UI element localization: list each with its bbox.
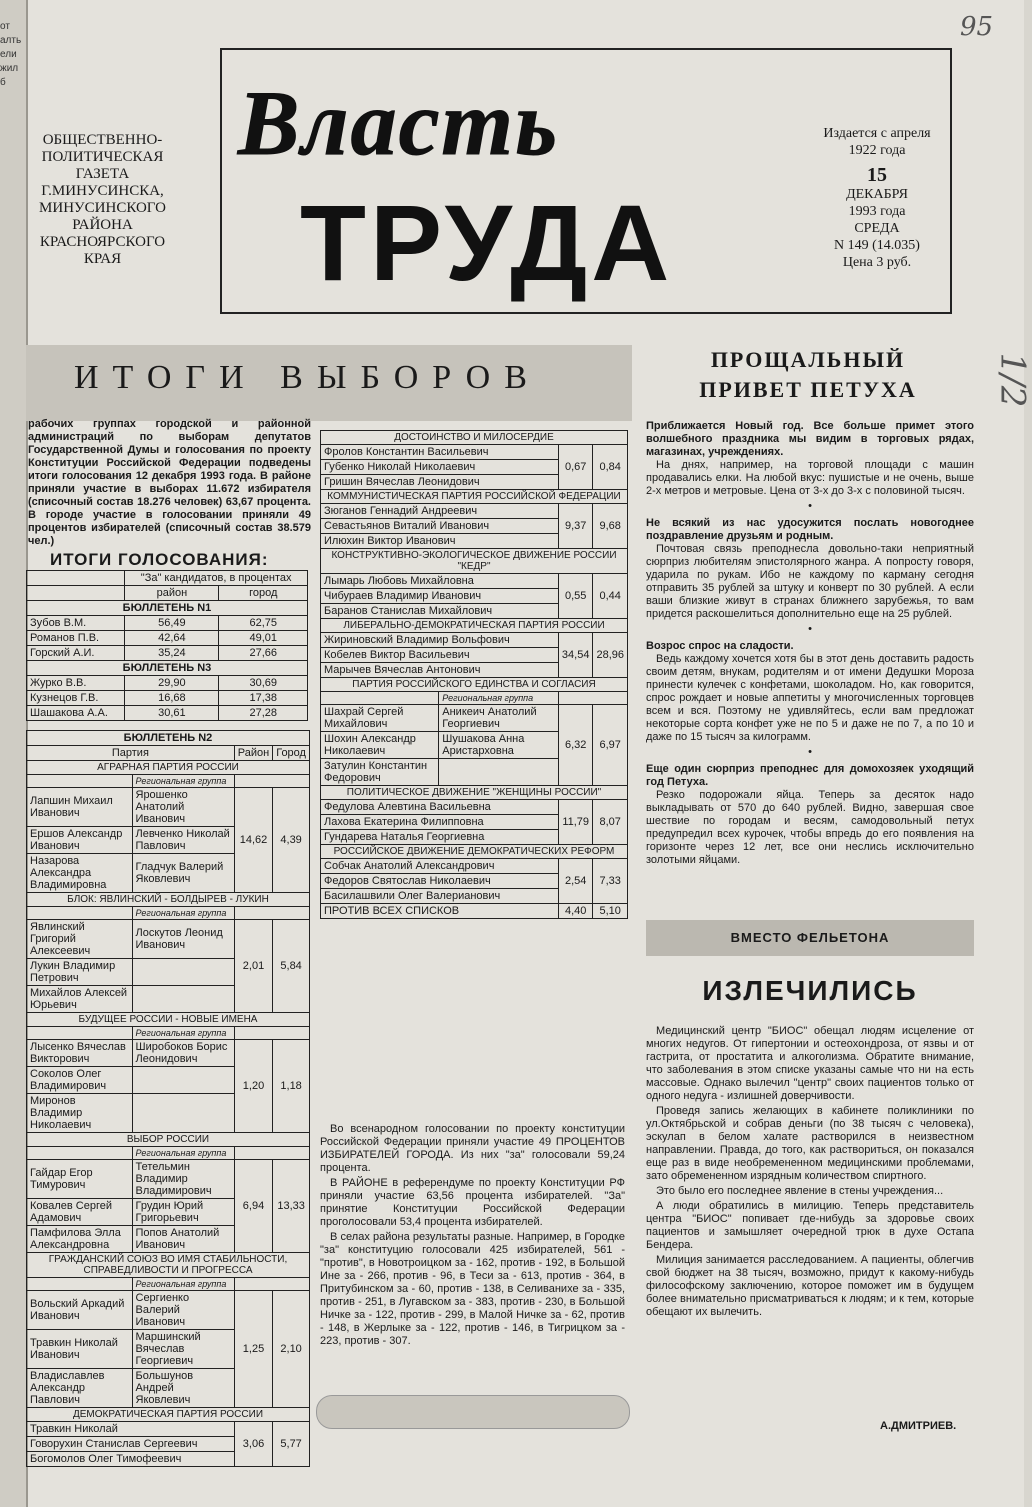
candidate-name: Зюганов Геннадий Андреевич	[321, 504, 559, 519]
cell	[234, 1278, 309, 1291]
separator-dot: •	[808, 746, 812, 758]
cell	[27, 1027, 133, 1040]
results-title: ИТОГИ ГОЛОСОВАНИЯ:	[50, 550, 269, 569]
candidate-name: Федоров Святослав Николаевич	[321, 874, 559, 889]
regional-candidate: Маршинский Вячеслав Георгиевич	[132, 1330, 234, 1369]
table-row	[27, 788, 310, 827]
district-value: 30,61	[125, 706, 219, 721]
candidate-name: Травкин Николай	[27, 1422, 235, 1437]
article-title	[648, 345, 968, 405]
table-row	[27, 920, 310, 959]
candidate-name: Журко В.В.	[27, 676, 125, 691]
against-all-label: ПРОТИВ ВСЕХ СПИСКОВ	[321, 904, 559, 919]
regional-candidate: Левченко Николай Павлович	[132, 827, 234, 854]
table-row	[27, 1253, 310, 1278]
cell	[321, 692, 439, 705]
party-name: ДОСТОИНСТВО И МИЛОСЕРДИЕ	[321, 431, 628, 445]
city-value: 6,97	[593, 705, 628, 786]
candidate-name: Илюхин Виктор Иванович	[321, 534, 559, 549]
district-value: 29,90	[125, 676, 219, 691]
cell	[234, 1027, 309, 1040]
feuilleton-title: ИЗЛЕЧИЛИСЬ	[702, 975, 918, 1006]
table-row	[321, 619, 628, 633]
city-value: 30,69	[219, 676, 308, 691]
cell	[27, 775, 133, 788]
newspaper-title-line2: ТРУДА	[300, 182, 674, 303]
city-value: 2,10	[273, 1291, 310, 1408]
table-row	[27, 1147, 310, 1160]
district-value: 56,49	[125, 616, 219, 631]
district-value: 14,62	[234, 788, 272, 893]
district-value: 3,06	[234, 1422, 272, 1467]
city-value: 4,39	[273, 788, 310, 893]
candidate-name: Назарова Александра Владимировна	[27, 854, 133, 893]
table-row	[321, 549, 628, 574]
ballot-label: БЮЛЛЕТЕНЬ N1	[27, 601, 308, 616]
candidates-table	[26, 570, 308, 721]
paragraph: Во всенародном голосовании по проекту конституции Российской Федерации приняли участие 49 ПРОЦЕНТОВ ИЗБИРАТЕЛЕЙ ГОРОДА. Из них "за" голосовали 59,24 процента.	[320, 1123, 625, 1174]
regional-candidate: Попов Анатолий Иванович	[132, 1226, 234, 1253]
district-value: 2,54	[558, 859, 593, 904]
paragraph: Ведь каждому хочется хотя бы в этот день доставить радость своим детям, внукам, родителям и от имени Дедушки Мороза принести кулечек с конфетами, шоколадом. Но, как говорится, спрос рождает и новые аппетиты у многочисленных торговцев всем и вся. Поэтому не удивляйтесь, если вам предложат некоторые сорта конфет уже не по 5 и даже не по 7, а по 10 и даже по 15 тысяч за килограмм.	[646, 653, 974, 743]
referendum-text	[320, 1123, 625, 1350]
regional-group-label: Региональная группа	[132, 1027, 234, 1040]
party-name: БЛОК: ЯВЛИНСКИЙ - БОЛДЫРЕВ - ЛУКИН	[27, 893, 310, 907]
regional-group-label: Региональная группа	[132, 775, 234, 788]
party-name: БУДУЩЕЕ РОССИИ - НОВЫЕ ИМЕНА	[27, 1013, 310, 1027]
city-value: 62,75	[219, 616, 308, 631]
cell	[234, 775, 309, 788]
paragraph: Это было его последнее явление в стены учреждения...	[656, 1185, 944, 1197]
paragraph: Почтовая связь преподнесла довольно-таки неприятный сюрприз любителям эпистолярного жанра. А попросту говоря, ударила по рукам. Ибо не каждому по карману сегодня отправить 35 рублей за штуку и конверт по 30 рублей. А если ваши близкие живут в странах ближнего зарубежья, то вам придется раскошелиться дополнительно еще на 25 рублей.	[646, 543, 974, 620]
city-value: 5,84	[273, 920, 310, 1013]
author-signature: А.ДМИТРИЕВ.	[880, 1420, 957, 1432]
table-row	[27, 1013, 310, 1027]
regional-candidate: Сергиенко Валерий Иванович	[132, 1291, 234, 1330]
table-row	[27, 706, 308, 721]
paragraph: Резко подорожали яйца. Теперь за десяток надо выкладывать от 570 до 640 рублей. Видно, завершая свое шествие по городам и весям, самодовольный петух предупредил всех курочек, чтобы впредь до его появления на горизонте через 12 лет, все они неслись исключительно золотыми яйцами.	[646, 789, 974, 866]
regional-candidate: Тетельмин Владимир Владимирович	[132, 1160, 234, 1199]
party-name: КОНСТРУКТИВНО-ЭКОЛОГИЧЕСКОЕ ДВИЖЕНИЕ РОССИИ "КЕДР"	[321, 549, 628, 574]
candidate-name: Гундарева Наталья Георгиевна	[321, 830, 559, 845]
party-name: ГРАЖДАНСКИЙ СОЮЗ ВО ИМЯ СТАБИЛЬНОСТИ, СПРАВЕДЛИВОСТИ И ПРОГРЕССА	[27, 1253, 310, 1278]
district-value: 34,54	[558, 633, 593, 678]
candidate-name: Кобелев Виктор Васильевич	[321, 648, 559, 663]
ballot-label: БЮЛЛЕТЕНЬ N2	[27, 731, 310, 746]
table-row	[27, 691, 308, 706]
table-row	[27, 1278, 310, 1291]
regional-candidate	[132, 986, 234, 1013]
table-row	[321, 633, 628, 648]
candidate-name: Лукин Владимир Петрович	[27, 959, 133, 986]
candidate-name: Ершов Александр Иванович	[27, 827, 133, 854]
party-name: АГРАРНАЯ ПАРТИЯ РОССИИ	[27, 761, 310, 775]
table-row	[321, 504, 628, 519]
candidate-name: Федулова Алевтина Васильевна	[321, 800, 559, 815]
regional-group-label: Региональная группа	[132, 1147, 234, 1160]
table-row	[27, 646, 308, 661]
regional-candidate: Грудин Юрий Григорьевич	[132, 1199, 234, 1226]
table-row	[321, 445, 628, 460]
ballot-label: БЮЛЛЕТЕНЬ N3	[27, 661, 308, 676]
candidate-name: Вольский Аркадий Иванович	[27, 1291, 133, 1330]
candidate-name: Ковалев Сергей Адамович	[27, 1199, 133, 1226]
table-row	[27, 1027, 310, 1040]
city-value: 7,33	[593, 859, 628, 904]
col-city: Город	[273, 746, 310, 761]
table-row	[321, 845, 628, 859]
table-row	[27, 761, 310, 775]
col-party: Партия	[27, 746, 235, 761]
regional-candidate: Ярошенко Анатолий Иванович	[132, 788, 234, 827]
party-name: ПАРТИЯ РОССИЙСКОГО ЕДИНСТВА И СОГЛАСИЯ	[321, 678, 628, 692]
district-value: 35,24	[125, 646, 219, 661]
candidate-name: Лахова Екатерина Филипповна	[321, 815, 559, 830]
district-value: 1,20	[234, 1040, 272, 1133]
table-row	[321, 800, 628, 815]
candidate-name: Марычев Вячеслав Антонович	[321, 663, 559, 678]
handwritten-note: 1/2	[992, 352, 1032, 408]
candidate-name: Михайлов Алексей Юрьевич	[27, 986, 133, 1013]
table-row	[27, 775, 310, 788]
table-row	[321, 859, 628, 874]
candidate-name: Соколов Олег Владимирович	[27, 1067, 133, 1094]
lead-paragraph: Возрос спрос на сладости.	[646, 640, 794, 652]
candidate-name: Миронов Владимир Николаевич	[27, 1094, 133, 1133]
district-value: 9,37	[558, 504, 593, 549]
table-row	[321, 574, 628, 589]
district-value: 16,68	[125, 691, 219, 706]
party-table-right	[320, 430, 628, 919]
decorative-oval	[316, 1395, 630, 1429]
candidate-name: Фролов Константин Васильевич	[321, 445, 559, 460]
candidate-name: Губенко Николай Николаевич	[321, 460, 559, 475]
section-header	[26, 345, 632, 421]
city-value: 17,38	[219, 691, 308, 706]
city-value: 1,18	[273, 1040, 310, 1133]
paragraph: Проведя запись желающих в кабинете поликлиники по ул.Октябрьской и собрав деньги (по 38 тысяч с человека), эскулап в белом халате растворился в неизвестном направлении. Правда, до того, как раствориться, он показался еще раз в виде необремененном медицинскими проблемами, зато обремененном изрядным количеством спиртного.	[646, 1105, 974, 1182]
table-row	[27, 893, 310, 907]
section-title: ИТОГИ ВЫБОРОВ	[74, 359, 541, 396]
district-value: 6,32	[558, 705, 593, 786]
party-name: ДЕМОКРАТИЧЕСКАЯ ПАРТИЯ РОССИИ	[27, 1408, 310, 1422]
paragraph: В РАЙОНЕ в референдуме по проекту Конституции РФ приняли участие 63,56 процента избирателей. "За" принятие Конституции Российской Федерации проголосовали 53,4 процента избирателей.	[320, 1177, 625, 1228]
city-value: 8,07	[593, 800, 628, 845]
district-value: 2,01	[234, 920, 272, 1013]
separator-dot: •	[808, 500, 812, 512]
candidate-name: Лысенко Вячеслав Викторович	[27, 1040, 133, 1067]
city-value: 28,96	[593, 633, 628, 678]
since-text: Издается с апреля 1922 года	[823, 126, 931, 158]
intro-text: рабочих группах городской и районной администраций по выборам депутатов Государственной Думы и голосования по проекту Конституции Российской Федерации подведены итоги голосования 12 декабря 1993 года. В районе приняли участие в выборах 11.672 избирателя (списочный состав 18.276 человек) 63,67 процента. В городе участие в голосовании приняли 49 процентов избирателей (списочный состав 38.579 чел.)	[28, 418, 311, 547]
city-value: 9,68	[593, 504, 628, 549]
lead-paragraph: Не всякий из нас удосужится послать новогоднее поздравление друзьям и родным.	[646, 517, 974, 542]
table-row	[321, 490, 628, 504]
table-row	[27, 907, 310, 920]
district-value: 42,64	[125, 631, 219, 646]
table-row	[27, 1133, 310, 1147]
city-value: 27,28	[219, 706, 308, 721]
city-value: 0,84	[593, 445, 628, 490]
party-name: РОССИЙСКОЕ ДВИЖЕНИЕ ДЕМОКРАТИЧЕСКИХ РЕФОРМ	[321, 845, 628, 859]
paragraph: На днях, например, на торговой площади с машин продавались елки. На любой вкус: пушистые и не очень, выше 2-х метров и метровые. Цена от 3-х до 3-х с половиной тысяч.	[646, 459, 974, 497]
regional-candidate: Аникеич Анатолий Георгиевич	[439, 705, 559, 732]
issue-month: ДЕКАБРЯ	[846, 187, 908, 202]
lead-paragraph: Еще один сюрприз преподнес для домохозяек уходящий год Петуха.	[646, 763, 974, 788]
candidate-name: Жириновский Владимир Вольфович	[321, 633, 559, 648]
candidate-name: Зубов В.М.	[27, 616, 125, 631]
candidate-name: Владиславлев Александр Павлович	[27, 1369, 133, 1408]
table-row	[27, 1408, 310, 1422]
party-name: ВЫБОР РОССИИ	[27, 1133, 310, 1147]
district-value: 6,94	[234, 1160, 272, 1253]
candidate-name: Затулин Константин Федорович	[321, 759, 439, 786]
district-value: 1,25	[234, 1291, 272, 1408]
candidate-name: Романов П.В.	[27, 631, 125, 646]
table-row	[27, 1422, 310, 1437]
handwritten-number: 95	[960, 12, 994, 42]
candidate-name: Собчак Анатолий Александрович	[321, 859, 559, 874]
publication-description: ОБЩЕСТВЕННО-ПОЛИТИЧЕСКАЯ ГАЗЕТА Г.МИНУСИНСКА, МИНУСИНСКОГО РАЙОНА КРАСНОЯРСКОГО КРАЯ	[39, 132, 166, 267]
title-line: ПРИВЕТ ПЕТУХА	[699, 377, 917, 402]
district-value: 11,79	[558, 800, 593, 845]
newspaper-title-line1: Власть	[238, 72, 560, 174]
issue-weekday: СРЕДА	[854, 221, 900, 236]
paragraph: Милиция занимается расследованием. А пациенты, облегчив свой бюджет на 38 тысяч, возможно, придут к какому-нибудь философскому заключению, которое поможет им в будущем более внимательно присматриваться к людям; и к тем, которые обещают их вылечить.	[646, 1254, 974, 1318]
feuilleton-body	[646, 1025, 974, 1321]
regional-candidate: Широбоков Борис Леонидович	[132, 1040, 234, 1067]
table-row	[321, 431, 628, 445]
table-row	[321, 678, 628, 692]
regional-group-label: Региональная группа	[132, 1278, 234, 1291]
paragraph: А люди обратились в милицию. Теперь представитель центра "БИОС" попивает где-нибудь за здоровье своих пациентов и замышляет очередной трюк в духе Остапа Бендера.	[646, 1200, 974, 1251]
regional-candidate	[439, 759, 559, 786]
issue-year: 1993 года	[848, 204, 906, 219]
candidate-name: Гайдар Егор Тимурович	[27, 1160, 133, 1199]
candidate-name: Баранов Станислав Михайлович	[321, 604, 559, 619]
party-table-left	[26, 730, 310, 1467]
candidate-name: Памфилова Элла Александровна	[27, 1226, 133, 1253]
candidate-name: Кузнецов Г.В.	[27, 691, 125, 706]
table-row	[27, 616, 308, 631]
candidate-name: Горский А.И.	[27, 646, 125, 661]
col-city: город	[219, 586, 308, 601]
cell	[27, 1278, 133, 1291]
table-row	[27, 1160, 310, 1199]
issue-number: N 149 (14.035)	[834, 238, 920, 253]
issue-info	[822, 125, 932, 271]
col-district: Район	[234, 746, 272, 761]
issue-price: Цена 3 руб.	[842, 255, 912, 270]
candidate-name: Шохин Александр Николаевич	[321, 732, 439, 759]
candidate-name: Травкин Николай Иванович	[27, 1330, 133, 1369]
candidate-name: Явлинский Григорий Алексеевич	[27, 920, 133, 959]
table-row	[27, 676, 308, 691]
party-name: ПОЛИТИЧЕСКОЕ ДВИЖЕНИЕ "ЖЕНЩИНЫ РОССИИ"	[321, 786, 628, 800]
district-value: 0,55	[558, 574, 593, 619]
regional-candidate	[132, 1067, 234, 1094]
table-row	[321, 786, 628, 800]
separator-dot: •	[808, 623, 812, 635]
candidate-name: Севастьянов Виталий Иванович	[321, 519, 559, 534]
city-value: 13,33	[273, 1160, 310, 1253]
regional-candidate: Большунов Андрей Яковлевич	[132, 1369, 234, 1408]
city-value: 27,66	[219, 646, 308, 661]
paragraph: В селах района результаты разные. Например, в Городке "за" конституцию голосовали 425 избирателей, 561 - "против", в Новотроицком за - 162, против - 192, в Большой Ине за - 266, против - 96, в Теси за - 613, против - 364, в Притубинском за - 60, против - 138, в Селиванихе за - 335, против - 251, в Лугавском за - 383, против - 230, в Большой Ничке за - 122, против - 299, в Малой Ничке за - 62, против - 148, в Жерлыке за - 122, против - 146, в Тигрицком за - 223, против - 307.	[320, 1231, 625, 1347]
regional-candidate: Шушакова Анна Аристарховна	[439, 732, 559, 759]
city-value: 0,44	[593, 574, 628, 619]
table-row	[27, 1040, 310, 1067]
col-district: район	[125, 586, 219, 601]
against-district: 4,40	[558, 904, 593, 919]
table-row	[321, 705, 628, 732]
cell	[558, 692, 627, 705]
cell	[234, 907, 309, 920]
candidate-name: Лапшин Михаил Иванович	[27, 788, 133, 827]
feuilleton-label: ВМЕСТО ФЕЛЬЕТОНА	[646, 920, 974, 956]
cell	[27, 1147, 133, 1160]
party-name: КОММУНИСТИЧЕСКАЯ ПАРТИЯ РОССИЙСКОЙ ФЕДЕРАЦИИ	[321, 490, 628, 504]
table-row	[27, 1291, 310, 1330]
table-header: "За" кандидатов, в процентах	[125, 571, 308, 586]
lead-paragraph: Приближается Новый год. Все больше примет этого волшебного праздника мы видим в торговых рядах, магазинах, учреждениях.	[646, 420, 974, 458]
candidate-name: Лымарь Любовь Михайловна	[321, 574, 559, 589]
cell	[27, 907, 133, 920]
against-city: 5,10	[593, 904, 628, 919]
candidate-name: Чибураев Владимир Иванович	[321, 589, 559, 604]
regional-group-label: Региональная группа	[132, 907, 234, 920]
table-row	[321, 692, 628, 705]
party-name: ЛИБЕРАЛЬНО-ДЕМОКРАТИЧЕСКАЯ ПАРТИЯ РОССИИ	[321, 619, 628, 633]
candidate-name: Басилашвили Олег Валерианович	[321, 889, 559, 904]
table-row	[27, 631, 308, 646]
issue-day: 15	[867, 164, 887, 186]
candidate-name: Гришин Вячеслав Леонидович	[321, 475, 559, 490]
district-value: 0,67	[558, 445, 593, 490]
regional-candidate	[132, 1094, 234, 1133]
regional-candidate	[132, 959, 234, 986]
regional-candidate: Гладчук Валерий Яковлевич	[132, 854, 234, 893]
cell	[234, 1147, 309, 1160]
city-value: 5,77	[273, 1422, 310, 1467]
adjacent-page-edge: от алть ели жил б	[0, 0, 28, 1507]
article-body	[646, 420, 974, 867]
candidate-name: Говорухин Станислав Сергеевич	[27, 1437, 235, 1452]
regional-group-label: Региональная группа	[439, 692, 559, 705]
regional-candidate: Лоскутов Леонид Иванович	[132, 920, 234, 959]
paragraph: Медицинский центр "БИОС" обещал людям исцеление от многих недугов. От гипертонии и остеохондроза, от язвы и от гастрита, от простатита и алкоголизма. Обратите внимание, что заболевания в этом списке указаны самые что ни на есть массовые. Однако вылечил "центр" своих пациентов только от одного недуга - излишней доверчивости.	[646, 1025, 974, 1102]
city-value: 49,01	[219, 631, 308, 646]
candidate-name: Шахрай Сергей Михайлович	[321, 705, 439, 732]
candidate-name: Богомолов Олег Тимофеевич	[27, 1452, 235, 1467]
candidate-name: Шашакова А.А.	[27, 706, 125, 721]
title-line: ПРОЩАЛЬНЫЙ	[710, 347, 906, 372]
